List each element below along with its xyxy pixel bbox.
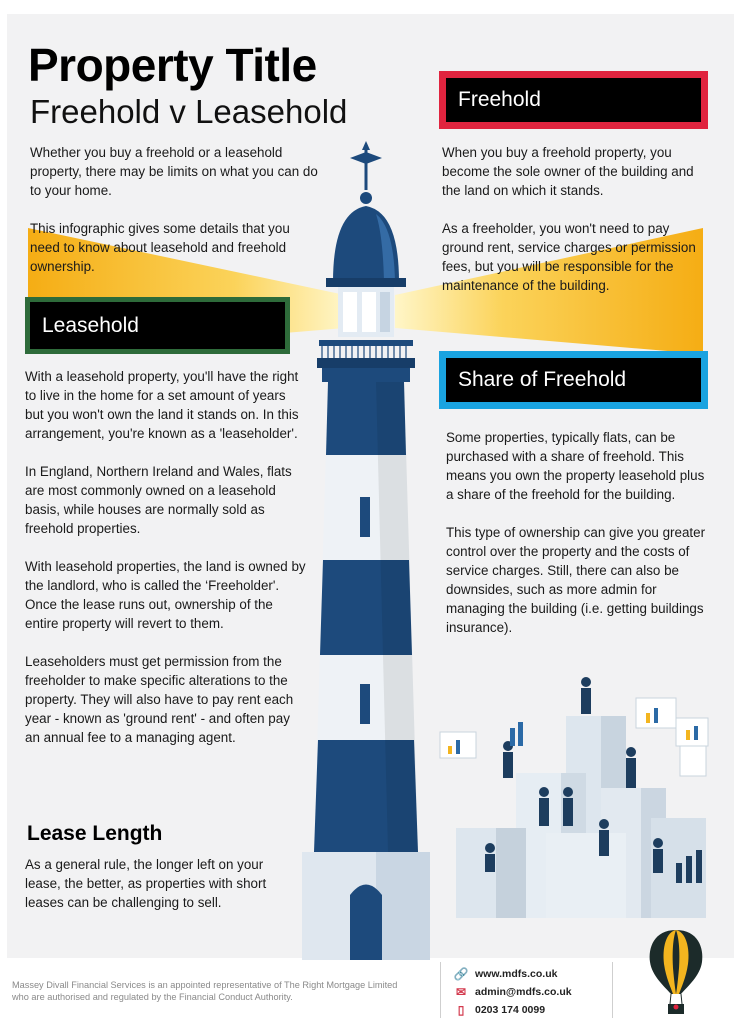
- leasehold-paragraph: In England, Northern Ireland and Wales, flats are most commonly owned on a leasehold basis, while houses are normally sold as freehold properties.: [25, 464, 292, 536]
- lease-length-heading: Lease Length: [27, 822, 163, 845]
- business-team-illustration: [436, 668, 716, 918]
- footer-divider: [612, 962, 613, 1018]
- leasehold-paragraph: Leaseholders must get permission from the freeholder to make specific alterations to the property. They will also have to pay rent each year - known as 'ground rent' - and often pay an annual fee to a managing agent.: [25, 654, 294, 745]
- leasehold-paragraph: With leasehold properties, the land is owned by the landlord, who is called the ‘Freeholder'. Once the lease runs out, ownership of the entire property will revert to them.: [25, 559, 306, 631]
- intro-paragraph: This infographic gives some details that you need to know about leasehold and freehold ownership.: [30, 221, 290, 274]
- phone-number[interactable]: 0203 174 0099: [475, 1004, 546, 1016]
- share-of-freehold-paragraph: Some properties, typically flats, can be purchased with a share of freehold. This means you own the property leasehold plus a share of the freehold for the building.: [446, 430, 705, 502]
- phone-icon: ▯: [457, 1003, 465, 1017]
- leasehold-paragraph: With a leasehold property, you'll have the right to live in the home for a set amount of years but you won't own the land it stands on. In this arrangement, you're known as a 'leaseholder'.: [25, 369, 299, 441]
- share-of-freehold-heading: Share of Freehold: [458, 368, 627, 391]
- lease-length-paragraph: As a general rule, the longer left on your lease, the better, as properties with short leases can be challenging to sell.: [25, 857, 267, 910]
- share-of-freehold-paragraph: This type of ownership can give you greater control over the property and the costs of service charges. Still, there can also be downsides, such as more admin for managing the building (i.e. getting buildings insurance).: [446, 525, 706, 635]
- page-subtitle: Freehold v Leasehold: [30, 93, 348, 130]
- intro-paragraph: Whether you buy a freehold or a leasehold property, there may be limits on what you can do to your home.: [30, 145, 318, 198]
- email-link[interactable]: admin@mdfs.co.uk: [475, 986, 572, 998]
- mail-icon: ✉: [455, 985, 467, 999]
- leasehold-heading-box: [25, 297, 290, 354]
- leasehold-text: [25, 367, 307, 766]
- lighthouse-window: [360, 497, 370, 537]
- hot-air-balloon-logo: [646, 928, 706, 1018]
- page-title: Property Title: [28, 39, 317, 91]
- lighthouse-window: [360, 684, 370, 724]
- intro-text: [30, 143, 320, 295]
- freehold-text: [442, 143, 704, 314]
- freehold-heading: Freehold: [458, 88, 541, 111]
- share-of-freehold-text: [446, 428, 714, 656]
- footer-divider: [440, 962, 441, 1018]
- freehold-heading-box: [439, 71, 708, 129]
- footer-email[interactable]: [455, 985, 572, 999]
- leasehold-heading: Leasehold: [42, 313, 139, 337]
- footer-legal-text: Massey Divall Financial Services is an appointed representative of The Right Mortgage Limited who are authorised and regulated by the Financial Conduct Authority.: [12, 980, 398, 1002]
- website-link[interactable]: www.mdfs.co.uk: [475, 968, 558, 980]
- freehold-paragraph: As a freeholder, you won't need to pay ground rent, service charges or permission fees, but you will be responsible for the maintenance of the building.: [442, 221, 696, 293]
- freehold-paragraph: When you buy a freehold property, you become the sole owner of the building and the land on which it stands.: [442, 145, 694, 198]
- link-icon: 🔗: [453, 967, 469, 981]
- lease-length-text: [25, 855, 300, 931]
- footer-website[interactable]: [455, 967, 557, 981]
- footer-phone[interactable]: [455, 1003, 545, 1017]
- share-of-freehold-heading-box: [439, 351, 708, 409]
- lighthouse-door: [350, 885, 382, 961]
- weather-vane-icon: [350, 141, 382, 204]
